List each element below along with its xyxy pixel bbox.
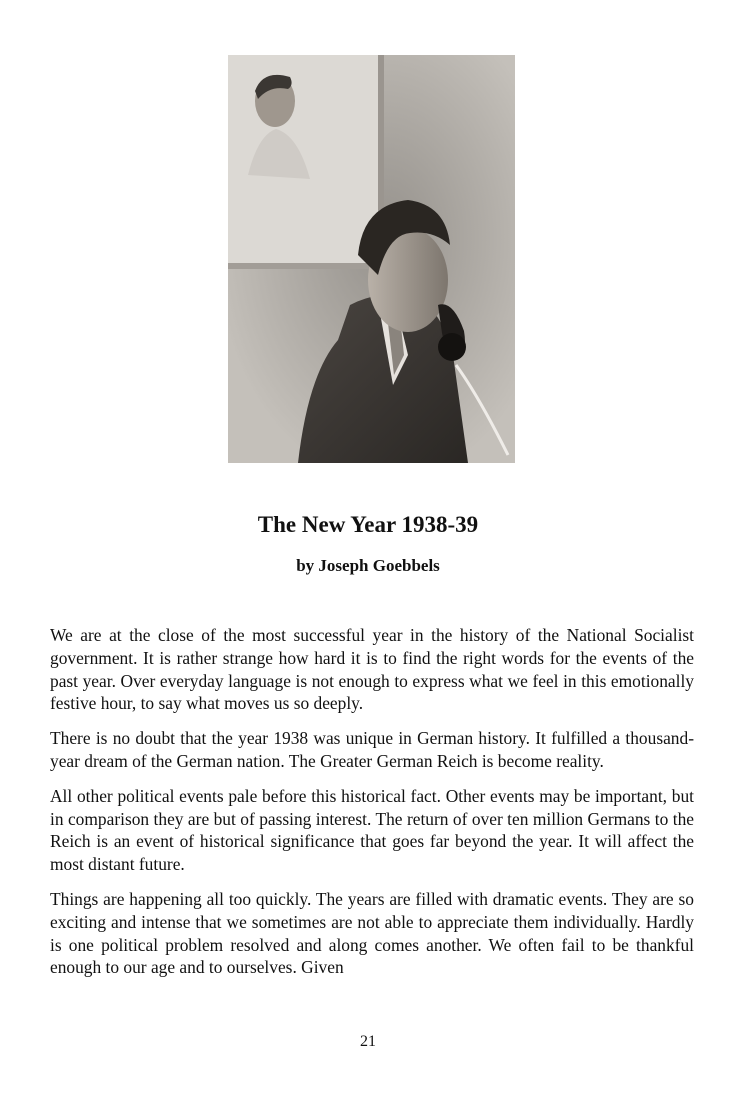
- article-body: [50, 624, 694, 991]
- paragraph: We are at the close of the most successful year in the history of the National Socialist government. It is rather strange how hard it is to find the right words for the events of the past year. Over everyday language is not enough to express what we feel in this emotionally festive hour, to say what moves us so deeply.: [50, 625, 694, 714]
- photograph-man-on-telephone: [228, 55, 515, 463]
- paragraph: Things are happening all too quickly. The years are filled with dramatic events. They are so exciting and intense that we sometimes are not able to appreciate them individually. Hardly is one political problem resolved and along comes another. We often fail to be thankful enough to our age and to ourselves. Given: [50, 888, 694, 978]
- article-title: The New Year 1938-39: [257, 512, 479, 537]
- page-number: 21: [360, 1033, 376, 1050]
- article-byline: by Joseph Goebbels: [296, 556, 440, 575]
- paragraph: All other political events pale before this historical fact. Other events may be important, but in comparison they are but of passing interest. The return of over ten million Germans to the Reich is an event of historical significance that goes far beyond the year. It will affect the most distant future.: [50, 785, 694, 875]
- paragraph: There is no doubt that the year 1938 was unique in German history. It fulfilled a thousand-year dream of the German nation. The Greater German Reich is become reality.: [50, 728, 694, 771]
